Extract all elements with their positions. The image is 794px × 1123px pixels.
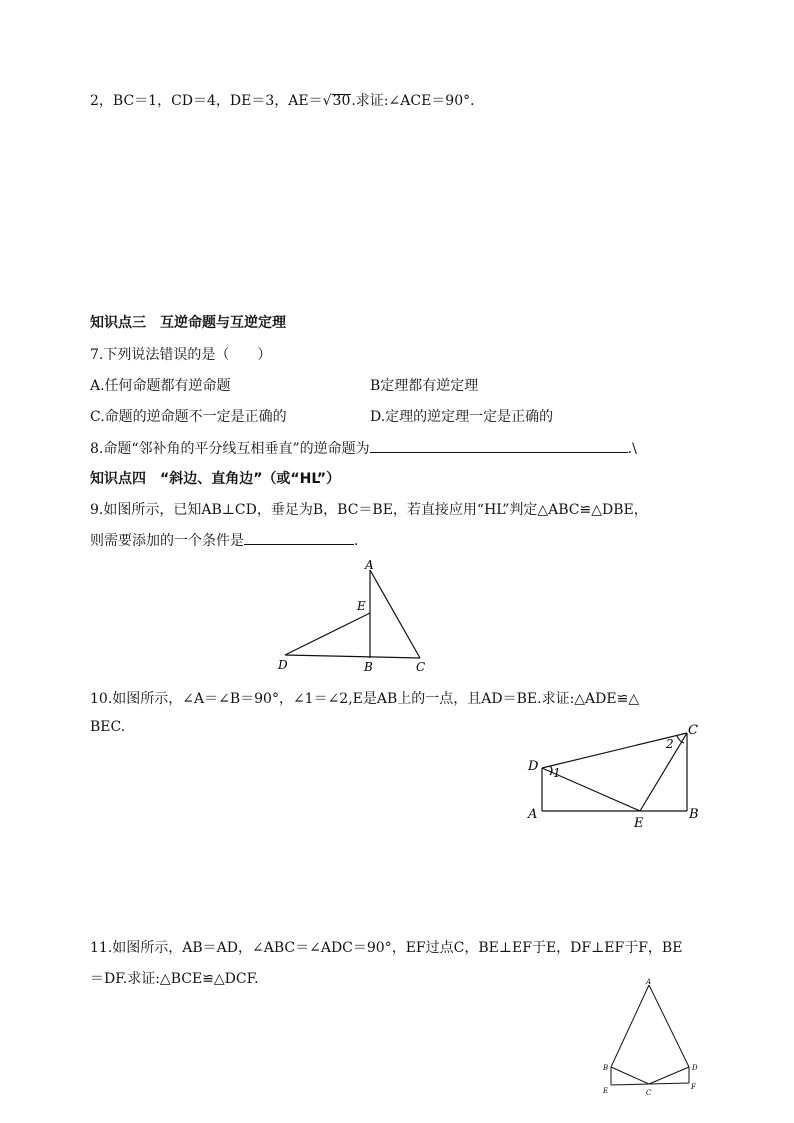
q11-label-c: C	[646, 1089, 652, 1097]
q11-segment-ab	[611, 985, 649, 1067]
q9-label-e: E	[357, 599, 366, 613]
q9-segment-da	[285, 613, 370, 655]
q11-label-b: B	[603, 1064, 609, 1072]
q9-label-b: B	[364, 660, 373, 674]
q9-figure	[270, 555, 440, 680]
q10-line2: BEC.	[90, 719, 126, 735]
top-problem-prefix: 2，BC＝1，CD＝4，DE＝3，AE＝	[90, 93, 323, 109]
q8-line	[90, 438, 637, 458]
q11-segment-dc	[649, 1067, 689, 1084]
q11-line1: 11.如图所示，AB＝AD，∠ABC＝∠ADC＝90°，EF过点C，BE⊥EF于E，DF⊥EF于F，BE	[90, 940, 683, 956]
top-problem-line	[90, 90, 484, 110]
q7-option-d: D.定理的逆定理一定是正确的	[370, 409, 554, 425]
q10-label-e: E	[634, 816, 644, 831]
q9-label-d: D	[278, 658, 288, 672]
q9-label-a: A	[365, 558, 374, 572]
q11-label-f: F	[691, 1083, 696, 1091]
q9-label-c: C	[416, 660, 426, 674]
q10-angle1-arc	[550, 766, 552, 775]
section4-title: 知识点四 “斜边、直角边”（或“HL”）	[90, 471, 341, 487]
q10-line1: 10.如图所示，∠A＝∠B＝90°，∠1＝∠2,E是AB上的一点，且AD＝BE.求证:△ADE≌△	[90, 691, 640, 707]
q8-stem: 8.命题“邻补角的平分线互相垂直”的逆命题为	[90, 441, 370, 457]
q8-answer-blank[interactable]	[370, 438, 628, 453]
section3-title: 知识点三 互逆命题与互逆定理	[90, 315, 286, 331]
q10-label-c: C	[688, 723, 698, 738]
q11-line2: ＝DF.求证:△BCE≌△DCF.	[90, 971, 259, 987]
top-problem-suffix: .求证:∠ACE＝90°．	[351, 93, 485, 109]
q9-line1: 9.如图所示，已知AB⊥CD，垂足为B，BC＝BE，若直接应用“HL”判定△ABC≌△DBE，	[90, 502, 648, 518]
q7-option-a: A.任何命题都有逆命题	[90, 378, 231, 394]
q11-figure	[598, 975, 708, 1105]
q10-label-a: A	[528, 807, 538, 822]
q9-line2	[90, 530, 358, 550]
q10-segment-ec	[640, 733, 687, 811]
sqrt-expression: √30	[322, 93, 351, 109]
q9-answer-blank[interactable]	[244, 530, 354, 545]
q9-line2-prefix: 则需要添加的一个条件是	[90, 533, 244, 549]
q10-label-b: B	[689, 807, 699, 822]
q7-option-b: B定理都有逆定理	[370, 378, 479, 394]
q8-tail: .\	[627, 441, 637, 457]
q9-line2-suffix: .	[354, 533, 359, 549]
q7-option-c: C.命题的逆命题不一定是正确的	[90, 409, 287, 425]
q7-stem: 7.下列说法错误的是（ ）	[90, 347, 272, 363]
q11-label-a: A	[646, 978, 652, 986]
q10-figure	[520, 718, 710, 833]
sqrt-value: 30	[332, 93, 351, 109]
q11-segment-ad	[649, 985, 689, 1067]
q10-label-d: D	[528, 759, 539, 774]
q11-label-e: E	[603, 1087, 609, 1095]
q10-label-angle1: 1	[553, 766, 561, 780]
q11-label-d: D	[692, 1064, 698, 1072]
q9-segment-ac	[370, 570, 420, 658]
q11-segment-bc	[611, 1067, 649, 1084]
q9-segment-dc	[285, 655, 420, 658]
q10-label-angle2: 2	[666, 737, 674, 751]
